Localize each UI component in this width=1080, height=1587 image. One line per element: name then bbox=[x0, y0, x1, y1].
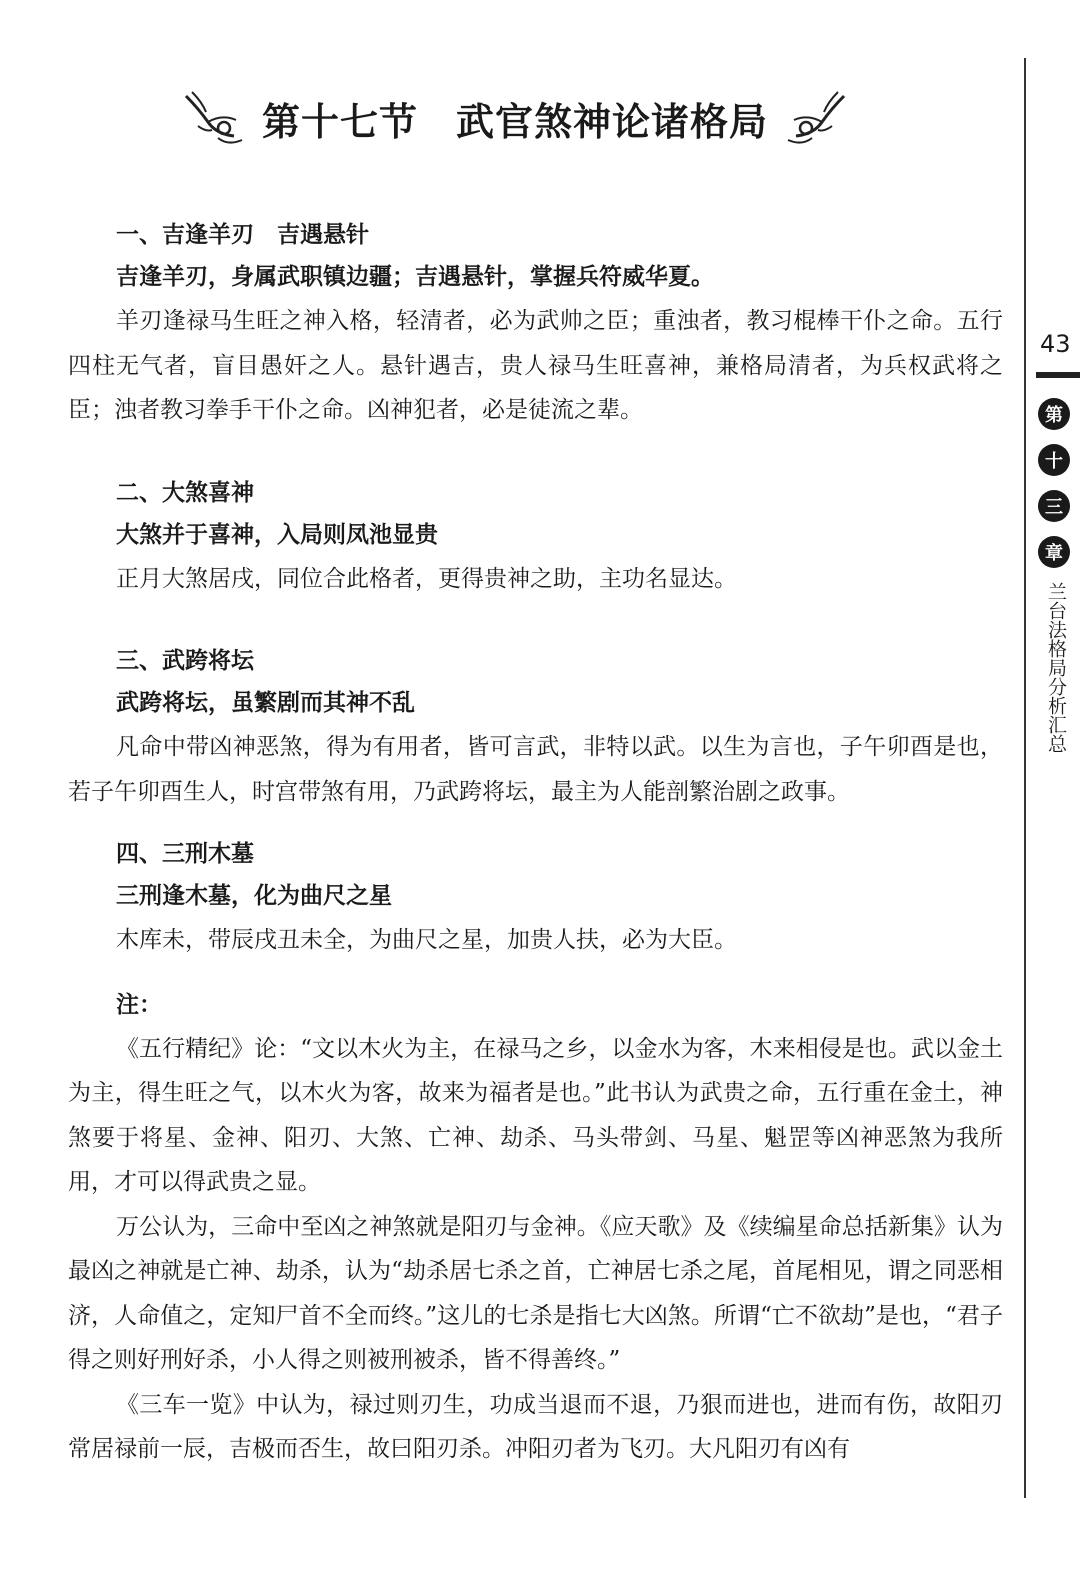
section-2 bbox=[68, 473, 1003, 602]
chapter-char-badge: 章 bbox=[1038, 536, 1070, 568]
page-number-bar bbox=[1036, 372, 1080, 378]
section-heading: 一、吉逢羊刃 吉遇悬针 bbox=[116, 222, 369, 248]
section-verse: 大煞并于喜神，入局则凤池显贵 bbox=[116, 521, 438, 548]
page-number: 43 bbox=[1040, 330, 1071, 358]
note-label: 注： bbox=[116, 991, 162, 1018]
chapter-side-title: 兰台法格局分析汇总 bbox=[1045, 582, 1067, 753]
note-block bbox=[68, 983, 1003, 1472]
chapter-char-badge: 十 bbox=[1038, 444, 1070, 476]
note-paragraph: 万公认为，三命中至凶之神煞就是阳刃与金神。《应天歌》及《续编星命总括新集》认为最凶之神就是亡神、劫杀，认为“劫杀居七杀之首，亡神居七杀之尾，首尾相见，谓之同恶相济，人命值之，定知尸首不全而终。”这儿的七杀是指七大凶煞。所谓“亡不欲劫”是也，“君子得之则好刑好杀，小人得之则被刑被杀，皆不得善终。” bbox=[68, 1213, 1003, 1373]
page-body bbox=[68, 215, 1003, 1472]
paragraph: 羊刃逢禄马生旺之神入格，轻清者，必为武帅之臣；重浊者，教习棍棒干仆之命。五行四柱无气者，盲目愚奸之人。悬针遇吉，贵人禄马生旺喜神，兼格局清者，为兵权武将之臣；浊者教习拳手干仆之命。凶神犯者，必是徒流之辈。 bbox=[68, 308, 1003, 423]
section-heading: 二、大煞喜神 bbox=[116, 479, 254, 506]
section-verse: 吉逢羊刃，身属武职镇边疆；吉遇悬针，掌握兵符威华夏。 bbox=[116, 264, 714, 290]
section-number: 第十七节 bbox=[261, 99, 418, 144]
paragraph: 正月大煞居戌，同位合此格者，更得贵神之助，主功名显达。 bbox=[116, 565, 737, 592]
note-paragraph: 《五行精纪》论：“文以木火为主，在禄马之乡，以金水为客，木来相侵是也。武以金土为主，得生旺之气，以木火为客，故来为福者是也。”此书认为武贵之命，五行重在金土，神煞要于将星、金神、阳刃、大煞、亡神、劫杀、马头带剑、马星、魁罡等凶神恶煞为我所用，才可以得武贵之显。 bbox=[68, 1035, 1003, 1195]
section-1 bbox=[68, 215, 1003, 433]
chapter-char-badge: 第 bbox=[1038, 398, 1070, 430]
dragon-ornament-right-icon bbox=[782, 88, 852, 148]
section-title bbox=[262, 91, 768, 146]
chapter-char-badge: 三 bbox=[1038, 490, 1070, 522]
section-heading: 三、武跨将坛 bbox=[116, 648, 254, 674]
note-paragraph: 《三车一览》中认为，禄过则刃生，功成当退而不退，乃狠而进也，进而有伤，故阳刃常居禄前一辰，吉极而否生，故曰阳刃杀。冲阳刃者为飞刃。大凡阳刃有凶有 bbox=[68, 1391, 1003, 1462]
section-3 bbox=[68, 641, 1003, 814]
section-verse: 武跨将坛，虽繁剧而其神不乱 bbox=[116, 690, 415, 716]
paragraph: 木库未，带辰戌丑未全，为曲尺之星，加贵人扶，必为大臣。 bbox=[116, 927, 737, 953]
paragraph: 凡命中带凶神恶煞，得为有用者，皆可言武，非特以武。以生为言也，子午卯酉是也，若子午卯酉生人，时宫带煞有用，乃武跨将坛，最主为人能剖繁治剧之政事。 bbox=[68, 734, 1003, 805]
section-4 bbox=[68, 834, 1003, 963]
margin-rule bbox=[1024, 58, 1026, 1498]
section-title-bar bbox=[0, 88, 1030, 148]
section-name: 武官煞神论诸格局 bbox=[456, 99, 769, 144]
dragon-ornament-left-icon bbox=[178, 88, 248, 148]
section-heading: 四、三刑木墓 bbox=[116, 841, 254, 867]
section-verse: 三刑逢木墓，化为曲尺之星 bbox=[116, 883, 392, 909]
